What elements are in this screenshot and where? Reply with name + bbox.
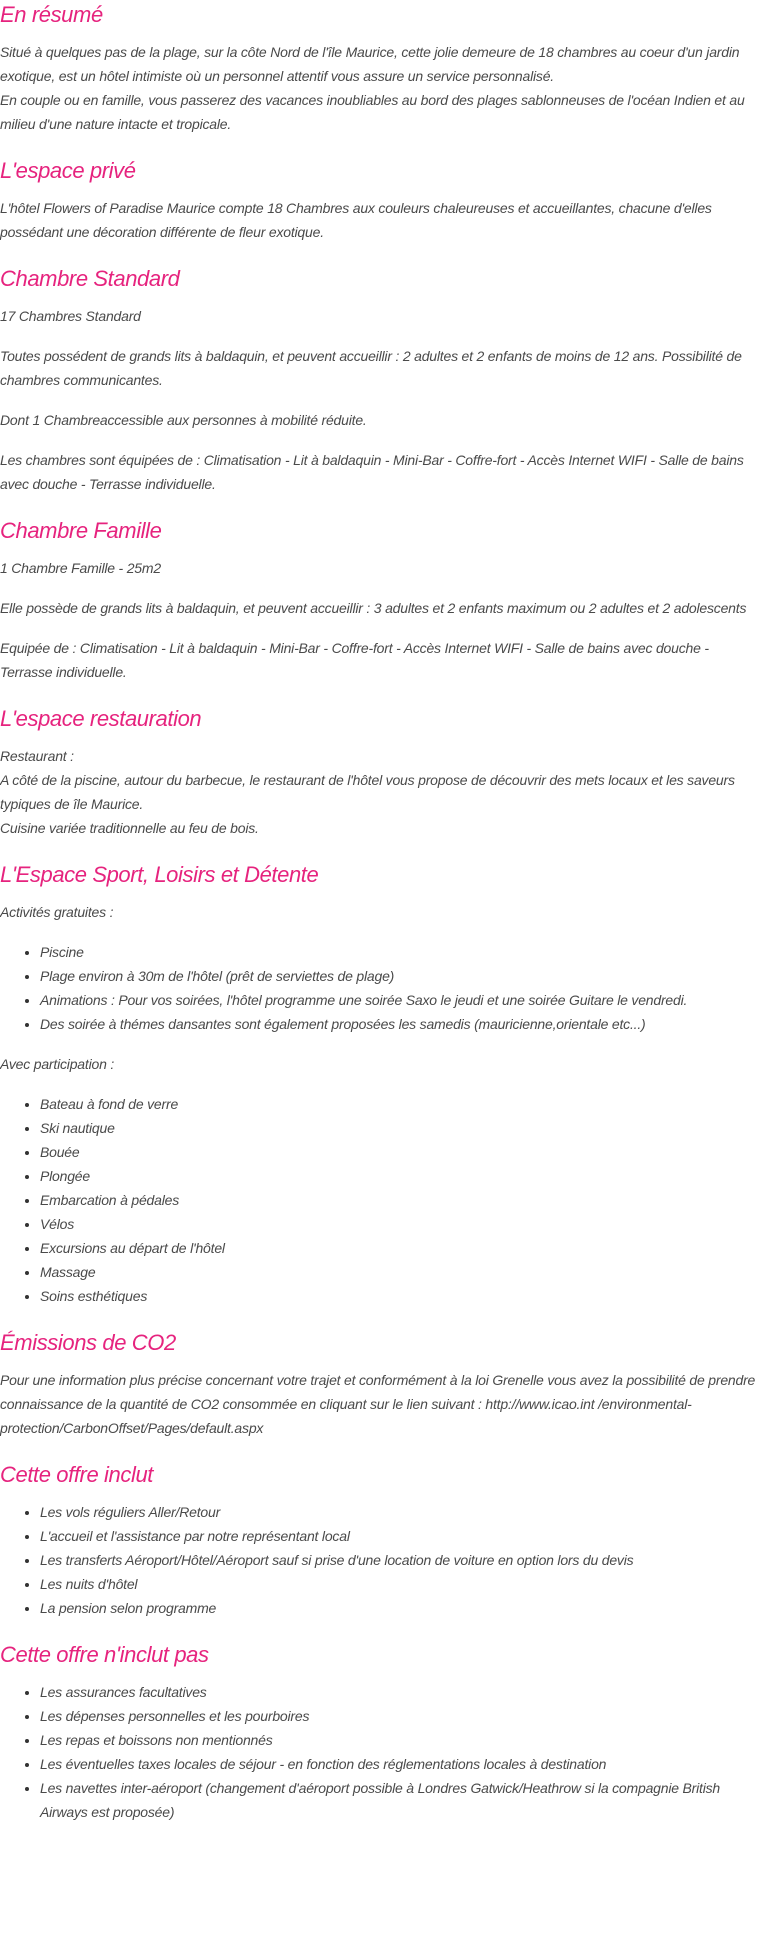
section-title: L'espace privé xyxy=(0,158,136,183)
section-title: Cette offre inclut xyxy=(0,1462,153,1487)
list-item: • Ski nautique xyxy=(40,1116,758,1140)
section-offre-n-inclut-pas xyxy=(0,1640,758,1824)
list-item: • Les transferts Aéroport/Hôtel/Aéroport sauf si prise d'une location de voiture en option lors du devis xyxy=(40,1548,758,1572)
resume-line: En couple ou en famille, vous passerez des vacances inoubliables au bord des plages sablonneuses de l'océan Indien et au milieu d'une nature intacte et tropicale. xyxy=(0,92,745,132)
list-item: • Les éventuelles taxes locales de séjour - en fonction des réglementations locales à destination xyxy=(40,1752,758,1776)
free-activities-label: Activités gratuites : xyxy=(0,904,114,920)
list-item: • Soins esthétiques xyxy=(40,1284,758,1308)
section-espace-prive xyxy=(0,156,758,244)
paid-activities-label: Avec participation : xyxy=(0,1056,115,1072)
section-chambre-famille xyxy=(0,516,758,684)
paragraph: Dont 1 Chambreaccessible aux personnes à mobilité réduite. xyxy=(0,412,367,428)
list-item: • La pension selon programme xyxy=(40,1596,758,1620)
list-item: • Les navettes inter-aéroport (changement d'aéroport possible à Londres Gatwick/Heathrow si la compagnie British Airways est proposée) xyxy=(40,1776,758,1824)
section-title: L'espace restauration xyxy=(0,706,202,731)
list-item: • Les dépenses personnelles et les pourboires xyxy=(40,1704,758,1728)
paragraph: Toutes possédent de grands lits à baldaquin, et peuvent accueillir : 2 adultes et 2 enfants de moins de 12 ans. Possibilité de chambres communicantes. xyxy=(0,348,742,388)
list-item: • Des soirée à thémes dansantes sont également proposées les samedis (mauricienne,orientale etc...) xyxy=(40,1012,758,1036)
list-item: • Embarcation à pédales xyxy=(40,1188,758,1212)
list-item: • Vélos xyxy=(40,1212,758,1236)
list-item: • Les vols réguliers Aller/Retour xyxy=(40,1500,758,1524)
list-item: • Les nuits d'hôtel xyxy=(40,1572,758,1596)
paid-activities-list xyxy=(0,1092,758,1308)
list-item: • Piscine xyxy=(40,940,758,964)
section-offre-inclut xyxy=(0,1460,758,1620)
section-restauration xyxy=(0,704,758,840)
section-title: L'Espace Sport, Loisirs et Détente xyxy=(0,862,319,887)
list-item: • Les assurances facultatives xyxy=(40,1680,758,1704)
list-item: • Excursions au départ de l'hôtel xyxy=(40,1236,758,1260)
section-sport xyxy=(0,860,758,1308)
section-title: Chambre Famille xyxy=(0,518,162,543)
restauration-line: A côté de la piscine, autour du barbecue, le restaurant de l'hôtel vous propose de découvrir des mets locaux et les saveurs typiques de île Maurice. xyxy=(0,772,735,812)
section-co2 xyxy=(0,1328,758,1440)
list-item: • Animations : Pour vos soirées, l'hôtel programme une soirée Saxo le jeudi et une soirée Guitare le vendredi. xyxy=(40,988,758,1012)
restauration-line: Restaurant : xyxy=(0,748,74,764)
section-resume xyxy=(0,0,758,136)
resume-line: Situé à quelques pas de la plage, sur la côte Nord de l'île Maurice, cette jolie demeure de 18 chambres au coeur d'un jardin exotique, est un hôtel intimiste où un personnel attentif vous assure un service personnalisé. xyxy=(0,44,740,84)
list-item: • L'accueil et l'assistance par notre représentant local xyxy=(40,1524,758,1548)
paragraph: 1 Chambre Famille - 25m2 xyxy=(0,560,161,576)
list-item: • Les repas et boissons non mentionnés xyxy=(40,1728,758,1752)
paragraph: Elle possède de grands lits à baldaquin, et peuvent accueillir : 3 adultes et 2 enfants maximum ou 2 adultes et 2 adolescents xyxy=(0,600,747,616)
excluded-list xyxy=(0,1680,758,1824)
section-title: En résumé xyxy=(0,2,103,27)
paragraph: 17 Chambres Standard xyxy=(0,308,141,324)
list-item: • Plage environ à 30m de l'hôtel (prêt de serviettes de plage) xyxy=(40,964,758,988)
section-title: Chambre Standard xyxy=(0,266,180,291)
section-title: Cette offre n'inclut pas xyxy=(0,1642,209,1667)
paragraph: Equipée de : Climatisation - Lit à baldaquin - Mini-Bar - Coffre-fort - Accès Internet WIFI - Salle de bains avec douche - Terrasse individuelle. xyxy=(0,640,709,680)
section-title: Émissions de CO2 xyxy=(0,1330,176,1355)
paragraph: Les chambres sont équipées de : Climatisation - Lit à baldaquin - Mini-Bar - Coffre-fort - Accès Internet WIFI - Salle de bains avec douche - Terrasse individuelle. xyxy=(0,452,744,492)
co2-text: Pour une information plus précise concernant votre trajet et conformément à la loi Grenelle vous avez la possibilité de prendre connaissance de la quantité de CO2 consommée en cliquant sur le lien suivant : http://www.icao.int /environmental-protection/CarbonOffset/Pages/default.aspx xyxy=(0,1372,756,1436)
espace-prive-text: L'hôtel Flowers of Paradise Maurice compte 18 Chambres aux couleurs chaleureuses et accueillantes, chacune d'elles possédant une décoration différente de fleur exotique. xyxy=(0,200,712,240)
included-list xyxy=(0,1500,758,1620)
restauration-line: Cuisine variée traditionnelle au feu de bois. xyxy=(0,820,259,836)
resume-text xyxy=(0,40,758,136)
restauration-text xyxy=(0,744,758,840)
list-item: • Bouée xyxy=(40,1140,758,1164)
free-activities-list xyxy=(0,940,758,1036)
list-item: • Bateau à fond de verre xyxy=(40,1092,758,1116)
section-chambre-standard xyxy=(0,264,758,496)
list-item: • Massage xyxy=(40,1260,758,1284)
list-item: • Plongée xyxy=(40,1164,758,1188)
